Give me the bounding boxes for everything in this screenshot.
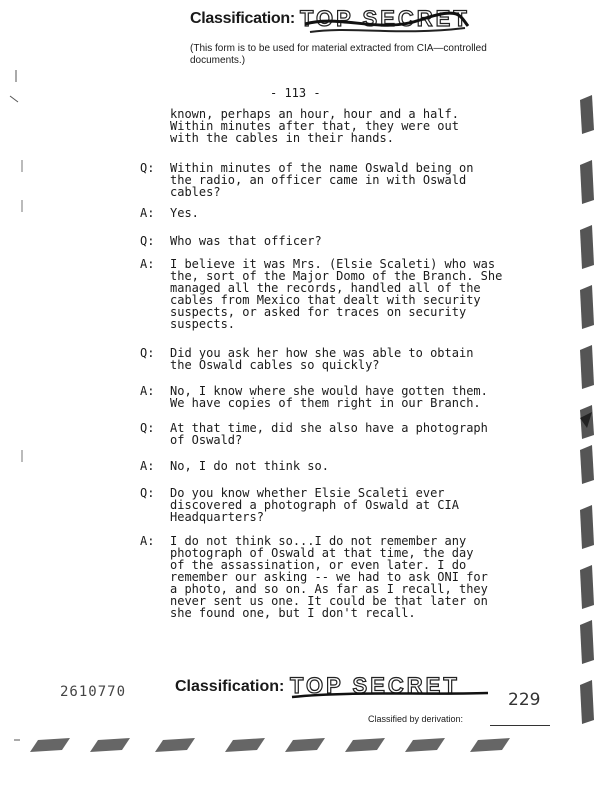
transcript-text: I do not think so...I do not remember any photograph of Oswald at that time, the day of the assassination, or even later. I do remember our asking -- we had to ask ONI for a photo, and so on. As far as I recall, they never sent us one. It could be that later on she found one, but I don't recall. bbox=[170, 534, 488, 620]
form-note: (This form is to be used for material extracted from CIA—controlled documents.) bbox=[190, 43, 487, 66]
transcript-text: Who was that officer? bbox=[170, 234, 322, 248]
speaker-label: Q: bbox=[140, 421, 155, 435]
bottom-edge-scan-marks-icon bbox=[20, 732, 580, 762]
transcript-text: No, I do not think so. bbox=[170, 459, 329, 473]
classified-by-derivation: Classified by derivation: bbox=[368, 714, 464, 724]
page-number: - 113 - bbox=[270, 86, 321, 100]
stamp-scribble-icon bbox=[300, 6, 470, 38]
classification-label-top: Classification: bbox=[190, 10, 295, 27]
top-secret-stamp-top bbox=[300, 6, 470, 38]
speaker-label: Q: bbox=[140, 346, 155, 360]
speaker-label: A: bbox=[140, 206, 155, 220]
transcript-text: Did you ask her how she was able to obtain the Oswald cables so quickly? bbox=[170, 346, 474, 372]
transcript-text: No, I know where she would have gotten them. We have copies of them right in our Branch. bbox=[170, 384, 488, 410]
transcript-text: I believe it was Mrs. (Elsie Scaleti) who was the, sort of the Major Domo of the Branch. She managed all the records, handled all of the cables from Mexico that dealt with security suspects, or asked for traces on security suspects. bbox=[170, 257, 503, 331]
transcript-text: Within minutes of the name Oswald being on the radio, an officer came in with Oswald cables? bbox=[170, 161, 474, 199]
speaker-label: A: bbox=[140, 534, 155, 548]
stamp-text-top: TOP SECRET bbox=[300, 6, 470, 31]
classification-label-bottom: Classification: bbox=[175, 678, 285, 695]
derivation-line bbox=[490, 725, 550, 726]
speaker-label: A: bbox=[140, 384, 155, 398]
stamp-bottom-scribble-icon bbox=[290, 673, 490, 707]
left-margin-specks-icon bbox=[4, 50, 34, 750]
speaker-label: Q: bbox=[140, 486, 155, 500]
transcript-text: Do you know whether Elsie Scaleti ever discovered a photograph of Oswald at CIA Headquarters? bbox=[170, 486, 459, 524]
handwritten-page-number: 229 bbox=[508, 690, 541, 710]
transcript-text: At that time, did she also have a photograph of Oswald? bbox=[170, 421, 488, 447]
right-margin-scan-marks-icon bbox=[570, 90, 600, 740]
transcript-text: Yes. bbox=[170, 206, 199, 220]
document-id: 2610770 bbox=[60, 684, 127, 700]
top-secret-stamp-bottom bbox=[290, 673, 490, 707]
speaker-label: A: bbox=[140, 257, 155, 271]
speaker-label: Q: bbox=[140, 161, 155, 175]
speaker-label: Q: bbox=[140, 234, 155, 248]
stamp-text-bottom: TOP SECRET bbox=[290, 673, 460, 698]
transcript-text: known, perhaps an hour, hour and a half. Within minutes after that, they were out with the cables in their hands. bbox=[170, 107, 459, 145]
speaker-label: A: bbox=[140, 459, 155, 473]
